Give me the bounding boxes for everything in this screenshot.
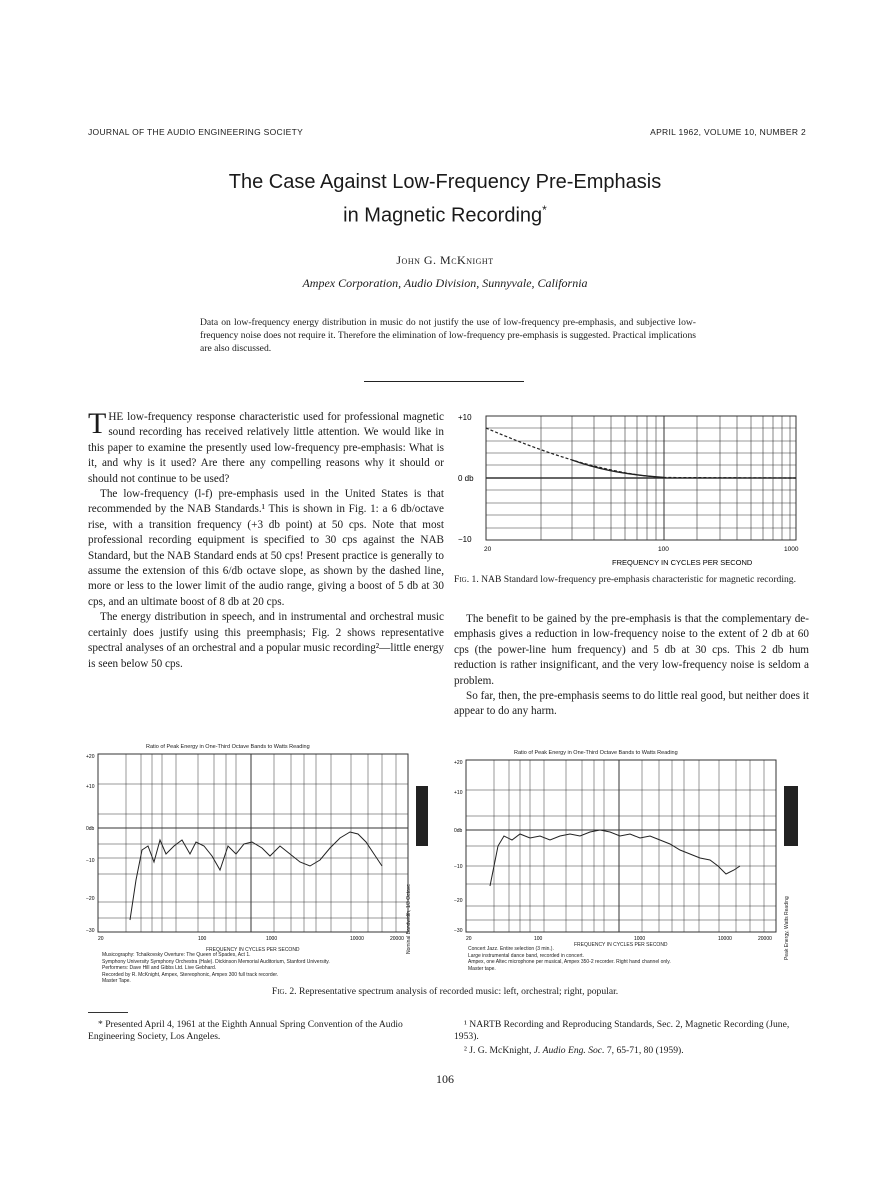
journal-name: JOURNAL OF THE AUDIO ENGINEERING SOCIETY <box>88 127 304 137</box>
fig2-right-y-label: −30 <box>454 928 463 934</box>
fig1-x-mid: 100 <box>658 546 669 553</box>
fig2-right-notes <box>468 946 778 972</box>
fig2-right-x-label: 10000 <box>718 936 732 942</box>
fig1-caption: Fig. 1. NAB Standard low-frequency pre-emphasis characteristic for magnetic recording. <box>454 574 796 585</box>
paragraph-2: The low-frequency (l-f) pre-emphasis used in the United States is that recommended by the NAB Standards.¹ This is shown in Fig. 1: a 6 db/octave rise, with a transition frequency (+3 db point) at 50 cps. Note that most professional recording equipment is specified to 30 cps against the NAB Standard, but the NAB Standard ends at 50 cps! Present practice is generally to assume the extension of this 6/db octave slope, as shown by the dashed line, more or less to the lower limit of the audio range, giving a boost of 5 db at 30 cps, and an ultimate boost of 8 db at 20 cps. <box>88 488 444 608</box>
fig2-left-x-label: 1000 <box>266 936 278 942</box>
note-line: Master tape. <box>468 965 496 972</box>
fig2-left-xlabel: FREQUENCY IN CYCLES PER SECOND <box>206 947 300 953</box>
fig1-y-bottom: −10 <box>458 535 472 544</box>
fig2-left-title: Ratio of Peak Energy in One-Third Octave Bands to Watts Reading <box>146 744 310 750</box>
fig2-left-y-label: −20 <box>86 896 95 902</box>
figure-1 <box>454 408 809 568</box>
fig2-left-x-label: 10000 <box>350 936 364 942</box>
author: John G. McKnight <box>396 253 494 267</box>
note-line: Large instrumental dance band, recorded in concert. <box>468 952 584 959</box>
footnote-1: ¹ NARTB Recording and Reproducing Standards, Sec. 2, Magnetic Recording (June, 1953). <box>454 1019 790 1042</box>
paragraph-3: The energy distribution in speech, and in instrumental and orchestral music certainly does justify using this preemphasis; Fig. 2 shows representative spectral analyses of an orchestral and a popular music recording²—little energy is seen below 50 cps. <box>88 611 444 670</box>
fig2-right-y-label: +10 <box>454 790 463 796</box>
fig1-xlabel: FREQUENCY IN CYCLES PER SECOND <box>612 558 753 567</box>
note-line: Symphony University Symphony Orchestra (Hale). Dickinson Memorial Auditorium, Stanford University. <box>102 958 330 965</box>
footnote-2: ² J. G. McKnight, J. Audio Eng. Soc. 7, 65-71, 80 (1959). <box>464 1045 684 1056</box>
fig2-right-y-label: +20 <box>454 760 463 766</box>
fig2-right-xlabel: FREQUENCY IN CYCLES PER SECOND <box>574 942 668 948</box>
fig2-left-x-label: 100 <box>198 936 207 942</box>
note-line: Performers: Dave Hill and Gibbs Ltd. Live Gebhard. <box>102 965 217 971</box>
paragraph-5: So far, then, the pre-emphasis seems to do little real good, but neither does it appear to do any harm. <box>454 690 809 718</box>
fig2-right-x-label: 20000 <box>758 936 772 942</box>
footnote-star: * Presented April 4, 1961 at the Eighth Annual Spring Convention of the Audio Engineering Society, Los Angeles. <box>88 1019 403 1042</box>
abstract: Data on low-frequency energy distribution in music do not justify the use of low-frequency pre-emphasis, and subjective low-frequency noise does not require it. Therefore the elimination of low-frequency pre-emphasis is suggested. Practical implications are also discussed. <box>200 317 696 354</box>
fig2-right-legend-block <box>784 786 798 846</box>
fig2-left-notes <box>102 952 402 985</box>
footnote-rule <box>88 1012 128 1013</box>
fig2-left-y-label: −30 <box>86 928 95 934</box>
fig1-x-end: 1000 <box>784 546 799 553</box>
fig2-left-y-label: +10 <box>86 784 95 790</box>
fig2-left-legend-block <box>416 786 428 846</box>
fig2-left-x-label: 20000 <box>390 936 404 942</box>
fig1-y-mid: 0 db <box>458 474 474 483</box>
note-line: Concert Jazz. Entire selection (3 min.). <box>468 946 554 952</box>
fig1-curve <box>572 460 664 478</box>
fig2-left-curve <box>130 832 382 920</box>
left-column <box>88 407 444 672</box>
fig2-right-curve <box>490 830 740 886</box>
paragraph-4: The benefit to be gained by the pre-emphasis is that the complementary de-emphasis gives a reduction in low-frequency noise to the extent of 2 db at 60 cps (the power-line hum frequency) and 5 db at 30 cps. This 2 db hum reduction is rather insignificant, and the very low-frequency noise is seldom a problem. <box>454 613 809 687</box>
fig2-right-title: Ratio of Peak Energy in One-Third Octave Bands to Watts Reading <box>514 750 678 756</box>
fig2-right-x-label: 1000 <box>634 936 646 942</box>
fig1-y-top: +10 <box>458 413 472 422</box>
figure-2-left <box>86 744 442 984</box>
note-line: Master Tape. <box>102 978 131 984</box>
fig2-left-x-label: 20 <box>98 936 104 942</box>
fig2-right-y-label: 0db <box>454 828 463 834</box>
fig2-right-y-label: −20 <box>454 898 463 904</box>
page-number: 106 <box>436 1072 454 1086</box>
fig2-left-y-label: 0db <box>86 826 95 832</box>
fig2-right-x-label: 20 <box>466 936 472 942</box>
fig2-right-x-label: 100 <box>534 936 543 942</box>
fig2-caption: Fig. 2. Representative spectrum analysis of recorded music: left, orchestral; right, popular. <box>271 986 619 997</box>
affiliation: Ampex Corporation, Audio Division, Sunnyvale, California <box>302 276 588 290</box>
fig1-chart <box>454 408 809 568</box>
paper-title-line2: in Magnetic Recording* <box>343 203 547 227</box>
issue-info: APRIL 1962, VOLUME 10, NUMBER 2 <box>650 127 806 137</box>
note-line: Musicography: Tchaikovsky Overture: The Queen of Spades, Act 1. <box>102 952 251 958</box>
fig2-left-side-label: Nominal Bandwidth, 1/3 Octave <box>406 883 412 954</box>
fig2-left-y-label: +20 <box>86 754 95 760</box>
fig1-x-start: 20 <box>484 546 492 553</box>
figure-2-right <box>454 750 810 984</box>
right-column <box>454 612 809 720</box>
paragraph-1: THE low-frequency response characteristic used for professional magnetic sound recording has received relatively little attention. We would like in this paper to examine the presently used low-frequency pre-emphasis: What is it, and why is it used? Are there any compelling reasons why it should or should not continue to be used? <box>88 407 444 485</box>
dropcap: T <box>88 407 107 440</box>
fig2-right-y-label: −10 <box>454 864 463 870</box>
fig2-right-side-label: Peak Energy, Watts Reading <box>784 896 790 960</box>
divider <box>364 381 524 382</box>
fig2-left-y-label: −10 <box>86 858 95 864</box>
note-line: Recorded by R. McKnight, Ampex, Stereophonic, Ampex 300 full track recorder. <box>102 971 279 978</box>
paper-title-line1: The Case Against Low-Frequency Pre-Emphasis <box>228 171 662 193</box>
note-line: Ampex, one Altec microphone per musical, Ampex 350-2 recorder. Right hand channel only. <box>468 959 671 965</box>
